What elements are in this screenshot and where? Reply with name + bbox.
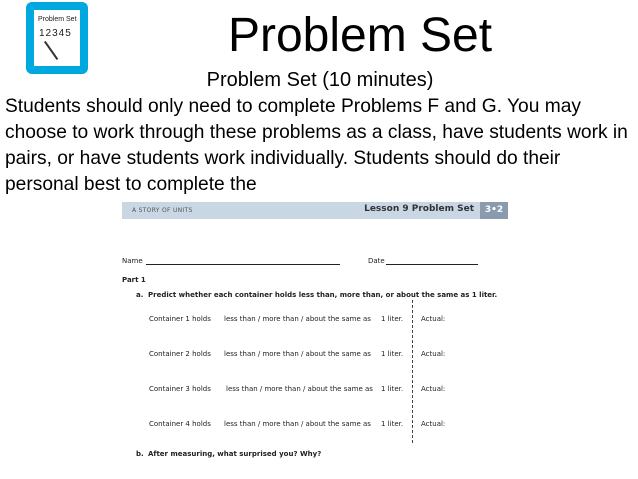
worksheet-header xyxy=(122,202,508,219)
grade-badge: 3•2 xyxy=(480,202,508,219)
actual-label: Actual: xyxy=(421,315,446,323)
actual-label: Actual: xyxy=(421,420,446,428)
question-b-marker: b. xyxy=(136,450,144,458)
question-a: Predict whether each container holds less than, more than, or about the same as 1 liter. xyxy=(148,291,498,299)
name-line xyxy=(146,264,340,265)
lesson-label: Lesson 9 Problem Set xyxy=(364,204,474,214)
choice-text: less than / more than / about the same as xyxy=(224,315,371,323)
icon-title: Problem Set xyxy=(38,16,77,23)
actual-label: Actual: xyxy=(421,350,446,358)
worksheet-image xyxy=(112,202,524,476)
actual-label: Actual: xyxy=(421,385,446,393)
unit-text: 1 liter. xyxy=(381,385,404,393)
worksheet-paper-icon xyxy=(34,10,80,66)
container-label: Container 1 holds xyxy=(149,315,211,323)
container-label: Container 3 holds xyxy=(149,385,211,393)
icon-numbers: 12345 xyxy=(39,28,72,39)
problem-set-icon xyxy=(26,2,88,74)
date-label: Date xyxy=(368,257,385,265)
divider-line xyxy=(412,300,413,443)
container-label: Container 2 holds xyxy=(149,350,211,358)
pencil-icon xyxy=(44,41,58,60)
choice-text: less than / more than / about the same as xyxy=(226,385,373,393)
name-label: Name xyxy=(122,257,143,265)
slide-body-text: Students should only need to complete Problems F and G. You may choose to work through these problems as a class, have students work in pairs, or have students work individually. Students should do their personal best to complete the xyxy=(5,96,628,195)
series-label: A STORY OF UNITS xyxy=(132,207,193,214)
question-a-marker: a. xyxy=(136,291,144,299)
slide-subtitle: Problem Set (10 minutes) xyxy=(206,69,434,91)
date-line xyxy=(386,264,478,265)
unit-text: 1 liter. xyxy=(381,420,404,428)
unit-text: 1 liter. xyxy=(381,315,404,323)
question-b: After measuring, what surprised you? Why? xyxy=(148,450,322,458)
slide-title: Problem Set xyxy=(227,9,493,62)
container-label: Container 4 holds xyxy=(149,420,211,428)
unit-text: 1 liter. xyxy=(381,350,404,358)
choice-text: less than / more than / about the same as xyxy=(224,420,371,428)
part-label: Part 1 xyxy=(122,276,146,284)
choice-text: less than / more than / about the same as xyxy=(224,350,371,358)
